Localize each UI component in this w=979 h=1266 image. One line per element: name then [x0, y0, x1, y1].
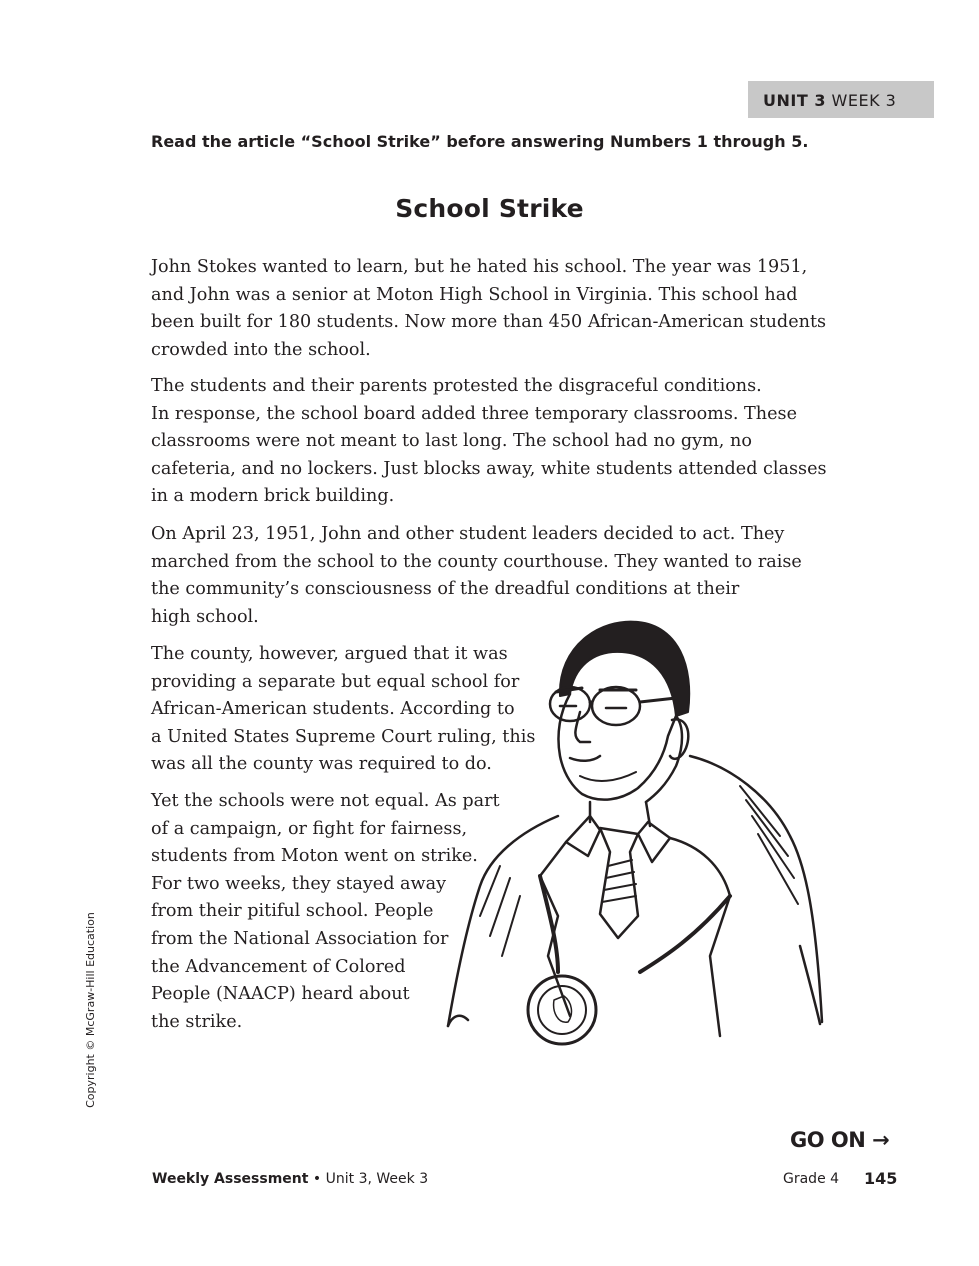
- footer-unit-week: Unit 3, Week 3: [325, 1171, 429, 1187]
- collar-right: [638, 822, 670, 862]
- paragraph-line: the Advancement of Colored: [151, 956, 406, 977]
- paragraph-line: Yet the schools were not equal. As part: [151, 791, 500, 811]
- footer-assessment: [152, 1171, 428, 1187]
- paragraph-line: of a campaign, or fight for fairness,: [151, 818, 468, 839]
- paragraph-line: in a modern brick building.: [151, 486, 395, 507]
- paragraph-2: [151, 373, 827, 511]
- paragraph-line: from the National Association for: [151, 928, 449, 949]
- paragraph-line: African-American students. According to: [151, 699, 515, 720]
- paragraph-line: People (NAACP) heard about: [151, 984, 410, 1005]
- glasses-right-lens: [592, 687, 640, 725]
- paragraph-line: cafeteria, and no lockers. Just blocks away, white students attended classes: [151, 458, 827, 479]
- paragraph-line: the strike.: [151, 1011, 243, 1032]
- paragraph-line: the community’s consciousness of the dreadful conditions at their: [151, 579, 740, 600]
- unit-label: UNIT 3: [763, 91, 826, 110]
- jacket-lapel-right: [670, 838, 730, 1036]
- portrait-illustration: [440, 616, 830, 1056]
- jacket-lapel-left: [540, 842, 570, 1016]
- paragraph-line: On April 23, 1951, John and other student leaders decided to act. They: [151, 524, 785, 544]
- mouth-line: [570, 756, 600, 761]
- paragraph-line: high school.: [151, 606, 259, 627]
- unit-week-tab: [748, 81, 934, 118]
- tie-shape: [600, 828, 638, 938]
- paragraph-line: was all the county was required to do.: [151, 754, 492, 775]
- paragraph-line: crowded into the school.: [151, 339, 371, 360]
- footer-assessment-title: Weekly Assessment: [152, 1171, 309, 1187]
- left-arm: [448, 946, 820, 1026]
- chin-shading: [580, 772, 636, 781]
- copyright-notice: Copyright © McGraw-Hill Education: [84, 912, 97, 1108]
- paragraph-line: and John was a senior at Moton High School in Virginia. This school had: [151, 284, 798, 305]
- instructions: Read the article “School Strike” before answering Numbers 1 through 5.: [151, 132, 809, 151]
- paragraph-line: The students and their parents protested the disgraceful conditions.: [151, 376, 762, 396]
- go-on-indicator: GO ON →: [790, 1128, 890, 1152]
- page-number: 145: [864, 1169, 898, 1188]
- paragraph-line: students from Moton went on strike.: [151, 846, 478, 867]
- paragraph-1: [151, 254, 826, 364]
- footer-separator: •: [308, 1171, 326, 1187]
- week-label: WEEK 3: [831, 91, 897, 110]
- jacket-hatching: [480, 786, 798, 956]
- paragraph-line: John Stokes wanted to learn, but he hated his school. The year was 1951,: [151, 257, 808, 277]
- glasses-arm: [640, 698, 676, 702]
- face-outline: [558, 694, 682, 802]
- paragraph-line: classrooms were not meant to last long. The school had no gym, no: [151, 431, 752, 452]
- paragraph-3: [151, 521, 802, 631]
- collar-left: [566, 816, 600, 856]
- paragraph-line: been built for 180 students. Now more than 450 African-American students: [151, 312, 827, 333]
- paragraph-line: marched from the school to the county courthouse. They wanted to raise: [151, 551, 802, 572]
- paragraph-line: providing a separate but equal school for: [151, 671, 520, 692]
- paragraph-line: In response, the school board added three temporary classrooms. These: [151, 403, 797, 424]
- paragraph-line: The county, however, argued that it was: [151, 644, 508, 664]
- footer-grade: Grade 4: [783, 1171, 840, 1187]
- paragraph-line: from their pitiful school. People: [151, 901, 434, 922]
- paragraph-line: For two weeks, they stayed away: [151, 873, 447, 894]
- neck-lines: [590, 802, 650, 826]
- hair-shape: [560, 622, 689, 716]
- article-title: School Strike: [395, 194, 584, 223]
- medal-relief: [554, 996, 572, 1022]
- paragraph-line: a United States Supreme Court ruling, this: [151, 726, 536, 747]
